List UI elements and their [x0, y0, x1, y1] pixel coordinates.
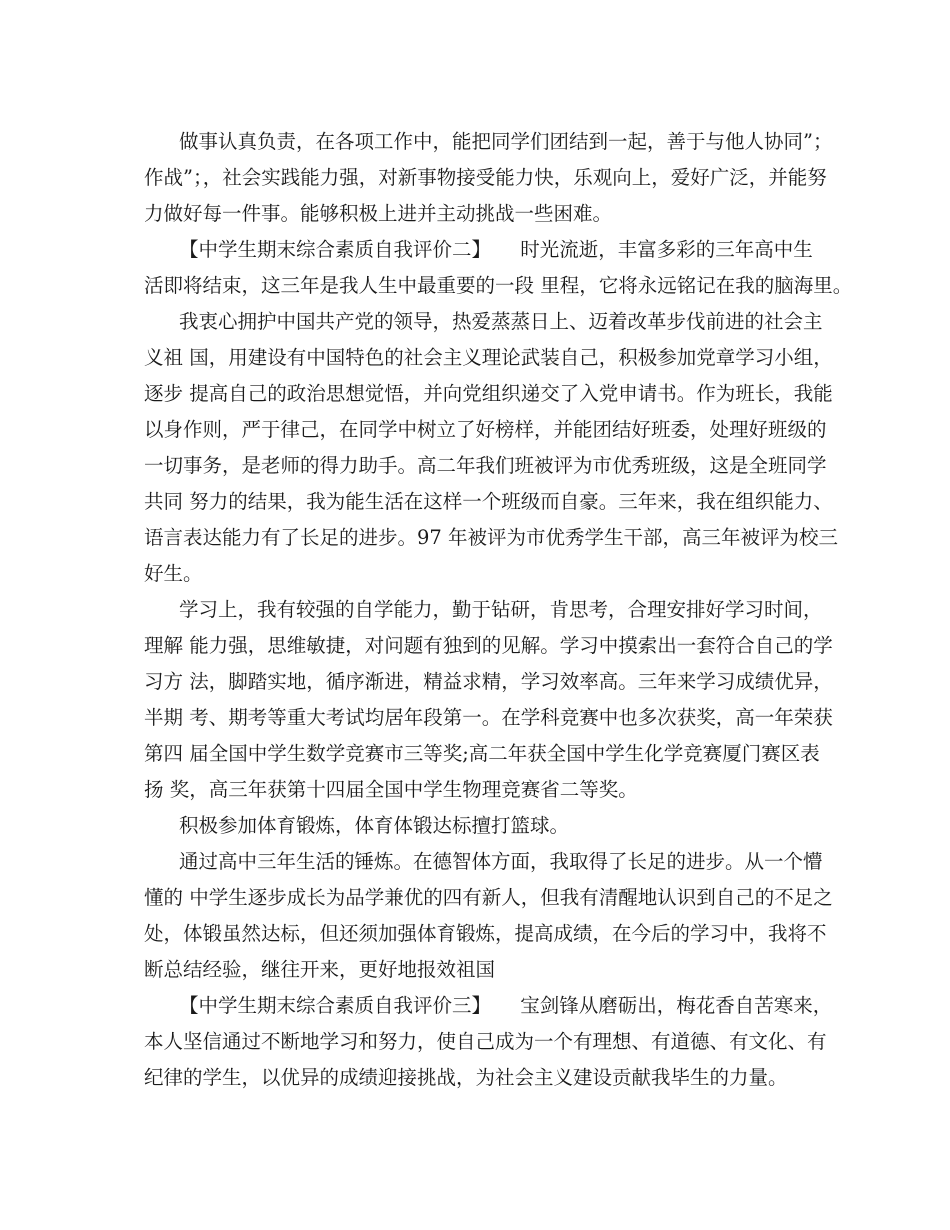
text-line: 我衷心拥护中国共产党的领导，热爱蒸蒸日上、迈着改革步伐前进的社会主 [179, 310, 823, 333]
text-line: 义祖 国，用建设有中国特色的社会主义理论武装自己，积极参加党章学习小组， [144, 346, 833, 369]
text-line: 通过高中三年生活的锤炼。在德智体方面，我取得了长足的进步。从一个懵 [179, 850, 823, 873]
text-line: 懂的 中学生逐步成长为品学兼优的四有新人，但我有清醒地认识到自己的不足之 [144, 886, 833, 909]
text-line: 处，体锻虽然达标，但还须加强体育锻炼，提高成绩，在今后的学习中，我将不 [144, 922, 827, 945]
text-line: 力做好每一件事。能够积极上进并主动挑战一些困难。 [144, 202, 613, 225]
section-heading-line: 【中学生期末综合素质自我评价二】 时光流逝，丰富多彩的三年高中生 [179, 238, 813, 261]
text-line: 共同 努力的结果，我为能生活在这样一个班级而自豪。三年来，我在组织能力、 [144, 490, 833, 513]
text-line: 本人坚信通过不断地学习和努力，使自己成为一个有理想、有道德、有文化、有 [144, 1030, 827, 1053]
text-line: 积极参加体育锻炼，体育体锻达标擅打篮球。 [179, 814, 570, 837]
text-line: 理解 能力强，思维敏捷，对问题有独到的见解。学习中摸索出一套符合自己的学 [144, 634, 833, 657]
text-line: 习方 法，脚踏实地，循序渐进，精益求精，学习效率高。三年来学习成绩优异， [144, 670, 833, 693]
text-line: 做事认真负责，在各项工作中，能把同学们团结到一起，善于与他人协同”； [179, 130, 833, 153]
text-line: 作战”；，社会实践能力强，对新事物接受能力快，乐观向上，爱好广泛，并能努 [144, 166, 827, 189]
text-line: 纪律的学生，以优异的成绩迎接挑战，为社会主义建设贡献我毕生的力量。 [144, 1066, 788, 1089]
text-line: 学习上，我有较强的自学能力，勤于钻研，肯思考，合理安排好学习时间， [179, 598, 823, 621]
text-line: 以身作则，严于律己，在同学中树立了好榜样，并能团结好班委，处理好班级的 [144, 418, 827, 441]
text-line: 断总结经验，继往开来，更好地报效祖国 [144, 958, 496, 981]
text-line: 一切事务，是老师的得力助手。高二年我们班被评为市优秀班级，这是全班同学 [144, 454, 827, 477]
text-line: 扬 奖，高三年获第十四届全国中学生物理竞赛省二等奖。 [144, 778, 638, 801]
text-line: 逐步 提高自己的政治思想觉悟，并向党组织递交了入党申请书。作为班长，我能 [144, 382, 833, 405]
text-line: 好生。 [144, 562, 203, 585]
text-line: 语言表达能力有了长足的进步。97 年被评为市优秀学生干部，高三年被评为校三 [144, 526, 839, 549]
text-line: 活即将结束，这三年是我人生中最重要的一段 里程，它将永远铭记在我的脑海里。 [144, 274, 853, 297]
text-line: 第四 届全国中学生数学竞赛市三等奖;高二年获全国中学生化学竞赛厦门赛区表 [144, 742, 820, 765]
text-line: 半期 考、期考等重大考试均居年段第一。在学科竞赛中也多次获奖，高一年荣获 [144, 706, 833, 729]
section-heading-line: 【中学生期末综合素质自我评价三】 宝剑锋从磨砺出，梅花香自苦寒来， [179, 994, 833, 1017]
